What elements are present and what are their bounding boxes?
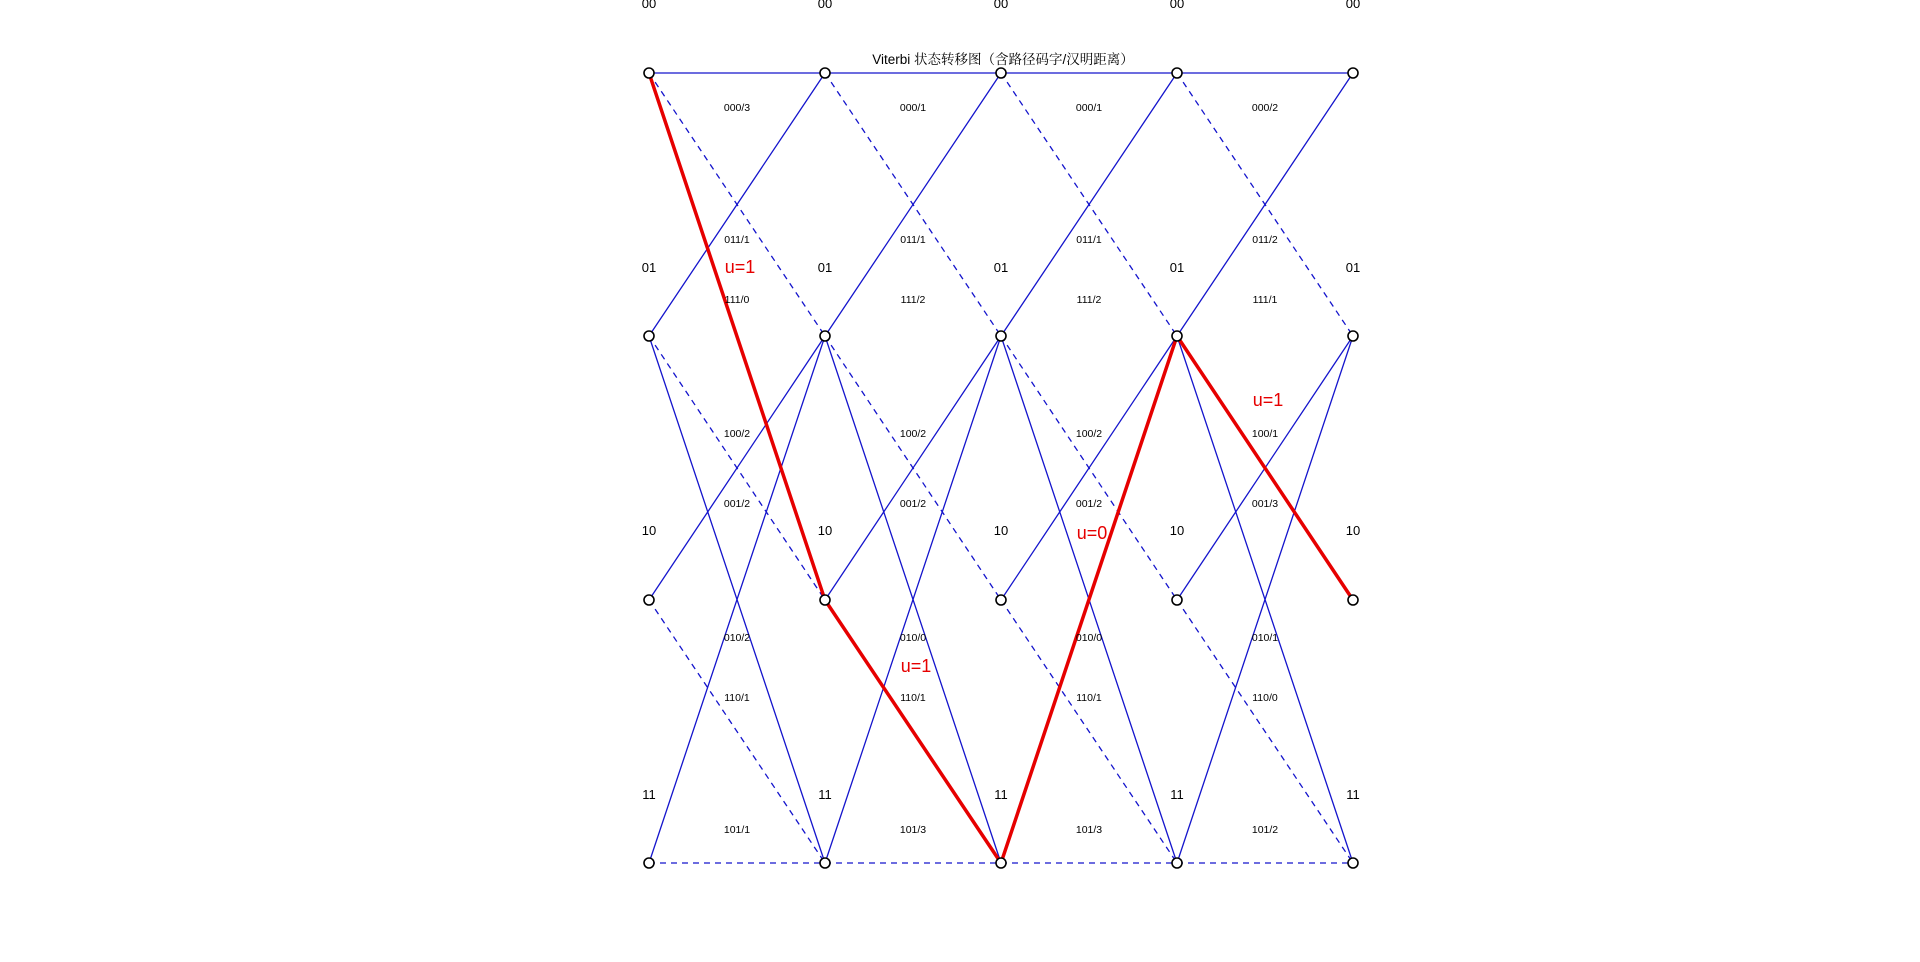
state-label: 00 xyxy=(1345,0,1361,11)
state-label: 10 xyxy=(817,523,833,538)
trellis-node-11 xyxy=(644,858,654,868)
edge-label: 110/0 xyxy=(1252,692,1278,704)
state-label: 01 xyxy=(641,260,657,275)
trellis-node-11 xyxy=(1172,858,1182,868)
diagram-title: Viterbi 状态转移图（含路径码字/汉明距离） xyxy=(872,52,1134,67)
edge-label: 110/1 xyxy=(1076,692,1102,704)
trellis-node-10 xyxy=(1348,331,1358,341)
trellis-node-01 xyxy=(996,595,1006,605)
survivor-input-label: u=1 xyxy=(1252,390,1284,410)
trellis-edges xyxy=(649,73,1353,863)
state-label: 01 xyxy=(817,260,833,275)
edge-label: 011/1 xyxy=(724,234,750,246)
trellis-node-00 xyxy=(820,68,830,78)
edge-label: 110/1 xyxy=(724,692,750,704)
edge-label: 010/0 xyxy=(1075,632,1103,644)
state-label: 11 xyxy=(818,787,832,802)
edge-label: 010/0 xyxy=(899,632,927,644)
edge-label: 000/3 xyxy=(723,102,751,114)
state-label: 11 xyxy=(994,787,1008,802)
edge-label: 001/3 xyxy=(1251,498,1279,510)
trellis-node-10 xyxy=(996,331,1006,341)
edge-label: 100/1 xyxy=(1251,428,1279,440)
state-label: 00 xyxy=(993,0,1009,11)
state-label: 10 xyxy=(641,523,657,538)
edge-label: 110/1 xyxy=(900,692,926,704)
edge-label: 011/1 xyxy=(900,234,926,246)
state-label: 10 xyxy=(1169,523,1185,538)
trellis-node-11 xyxy=(820,858,830,868)
edge-label: 100/2 xyxy=(1075,428,1103,440)
trellis-node-01 xyxy=(1172,595,1182,605)
state-label: 11 xyxy=(1170,787,1184,802)
edge-label: 111/0 xyxy=(724,294,750,306)
edge-label: 101/1 xyxy=(723,824,751,836)
trellis-node-10 xyxy=(820,331,830,341)
edge-label: 010/1 xyxy=(1251,632,1279,644)
trellis-node-10 xyxy=(1172,331,1182,341)
state-label: 10 xyxy=(993,523,1009,538)
trellis-node-11 xyxy=(996,858,1006,868)
edge-label: 011/2 xyxy=(1252,234,1278,246)
edge-label: 101/2 xyxy=(1251,824,1279,836)
state-label: 01 xyxy=(1345,260,1361,275)
trellis-nodes xyxy=(641,68,1361,868)
edge-label: 001/2 xyxy=(723,498,751,510)
edge-label: 111/2 xyxy=(1076,294,1102,306)
state-label: 01 xyxy=(993,260,1009,275)
trellis-node-01 xyxy=(644,595,654,605)
survivor-path xyxy=(649,73,1353,863)
survivor-input-label: u=0 xyxy=(1076,523,1108,543)
survivor-input-label: u=1 xyxy=(724,257,756,277)
edge-label: 101/3 xyxy=(899,824,927,836)
trellis-node-00 xyxy=(996,68,1006,78)
survivor-input-labels xyxy=(725,257,1284,676)
state-label: 00 xyxy=(1169,0,1185,11)
trellis-node-00 xyxy=(644,68,654,78)
state-label: 00 xyxy=(817,0,833,11)
trellis-node-00 xyxy=(1172,68,1182,78)
edge-label: 001/2 xyxy=(899,498,927,510)
edge-label: 100/2 xyxy=(723,428,751,440)
edge-label: 000/2 xyxy=(1251,102,1279,114)
edge-label: 111/2 xyxy=(900,294,926,306)
survivor-path-segment xyxy=(649,73,825,600)
state-label: 10 xyxy=(1345,523,1361,538)
trellis-node-00 xyxy=(1348,68,1358,78)
edge-label: 000/1 xyxy=(899,102,927,114)
edge-label: 101/3 xyxy=(1075,824,1103,836)
edge-label: 111/1 xyxy=(1252,294,1278,306)
trellis-node-01 xyxy=(1348,595,1358,605)
trellis-node-11 xyxy=(1348,858,1358,868)
survivor-input-label: u=1 xyxy=(900,656,932,676)
trellis-node-10 xyxy=(644,331,654,341)
edge-label: 001/2 xyxy=(1075,498,1103,510)
edge-label: 100/2 xyxy=(899,428,927,440)
state-label: 00 xyxy=(641,0,657,11)
edge-label: 000/1 xyxy=(1075,102,1103,114)
edge-label: 011/1 xyxy=(1076,234,1102,246)
state-label: 11 xyxy=(1346,787,1360,802)
state-label: 01 xyxy=(1169,260,1185,275)
state-label: 11 xyxy=(642,787,656,802)
edge-label: 010/2 xyxy=(723,632,751,644)
trellis-node-01 xyxy=(820,595,830,605)
edge-labels xyxy=(724,102,1278,836)
